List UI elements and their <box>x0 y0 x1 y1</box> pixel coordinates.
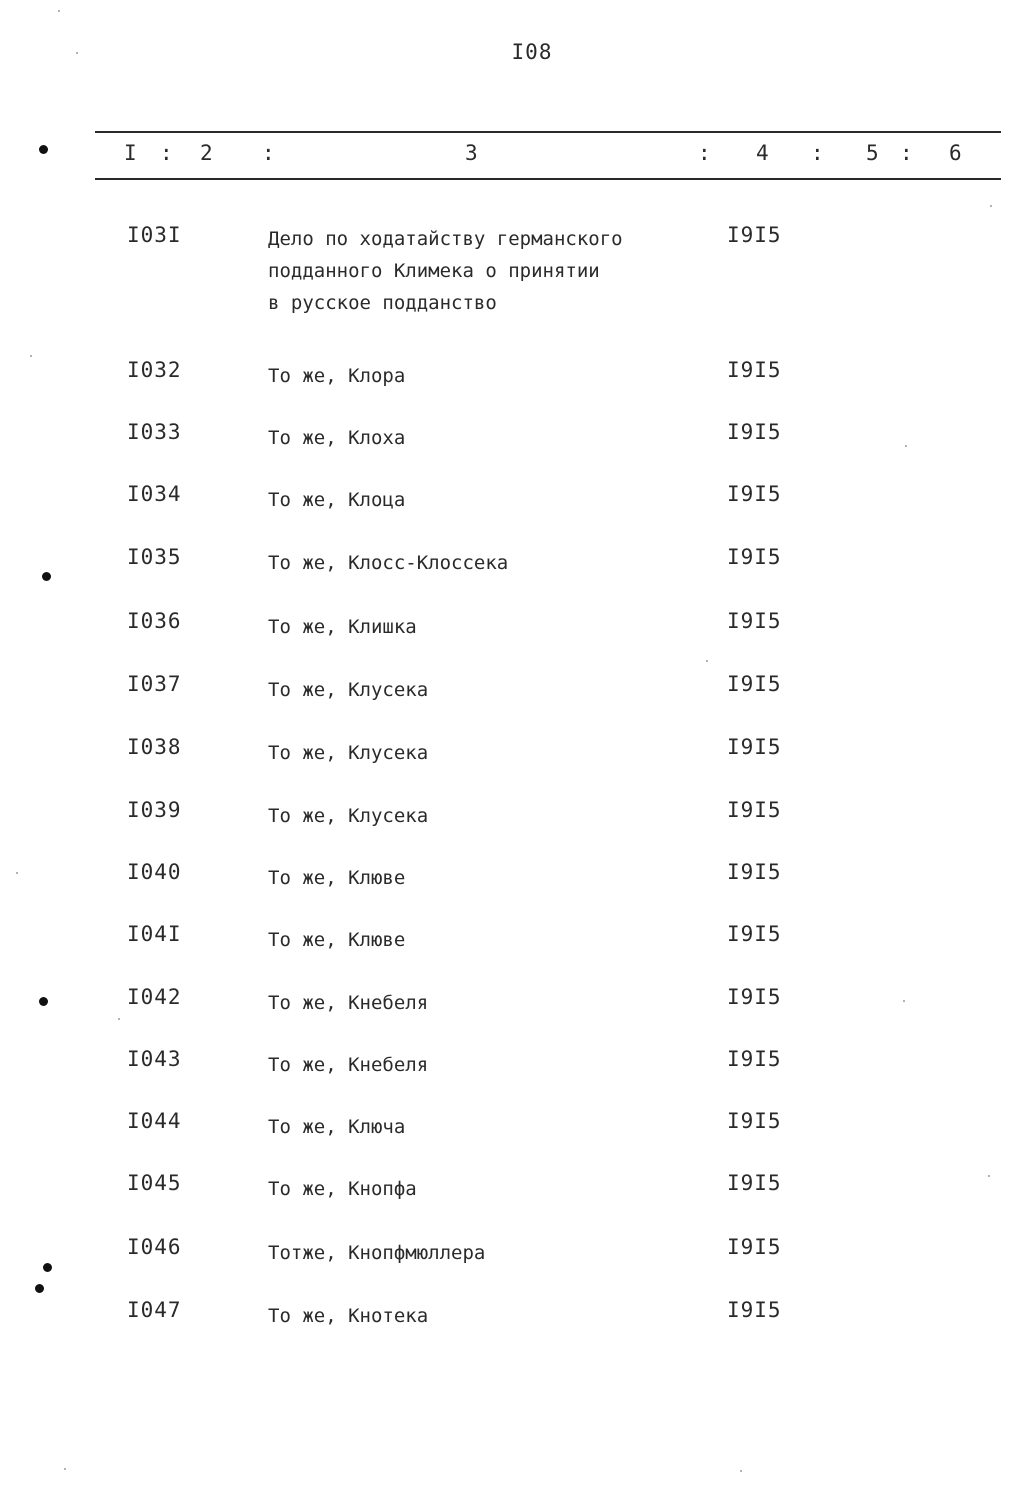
case-number: I033 <box>127 420 182 444</box>
case-year: I9I5 <box>727 1109 782 1133</box>
column-header-2: 2 <box>200 141 213 165</box>
binding-hole <box>39 145 48 154</box>
case-description: То же, Клора <box>268 365 406 387</box>
scan-speck <box>740 1470 742 1472</box>
case-year: I9I5 <box>727 1235 782 1259</box>
scan-speck <box>990 205 992 207</box>
scan-speck <box>64 1468 66 1470</box>
case-year: I9I5 <box>727 860 782 884</box>
case-description: То же, Кнебеля <box>268 992 429 1014</box>
column-header-3: 3 <box>465 141 478 165</box>
case-description: То же, Кнопфа <box>268 1178 417 1200</box>
case-number: I035 <box>127 545 182 569</box>
case-number: I036 <box>127 609 182 633</box>
case-year: I9I5 <box>727 545 782 569</box>
column-separator: : <box>262 141 275 165</box>
scan-speck <box>30 355 32 357</box>
case-description: Дело по ходатайству германского подданного Климека о принятии в русское подданство <box>268 228 623 314</box>
column-header-1: I <box>124 141 137 165</box>
case-year: I9I5 <box>727 223 782 247</box>
header-bottom-rule <box>95 178 1001 180</box>
case-number: I038 <box>127 735 182 759</box>
case-number: I042 <box>127 985 182 1009</box>
column-header-5: 5 <box>866 141 879 165</box>
scan-speck <box>988 1175 990 1177</box>
case-number: I03I <box>127 223 182 247</box>
case-year: I9I5 <box>727 672 782 696</box>
case-number: I043 <box>127 1047 182 1071</box>
case-number: I034 <box>127 482 182 506</box>
case-year: I9I5 <box>727 985 782 1009</box>
binding-hole <box>35 1284 44 1293</box>
case-year: I9I5 <box>727 1298 782 1322</box>
case-description: То же, Клусека <box>268 742 429 764</box>
column-separator: : <box>811 141 824 165</box>
scan-speck <box>903 1000 905 1002</box>
case-description: То же, Клоха <box>268 427 406 449</box>
scan-speck <box>76 52 78 54</box>
case-number: I046 <box>127 1235 182 1259</box>
case-description: То же, Клишка <box>268 616 417 638</box>
binding-hole <box>42 572 51 581</box>
case-description: То же, Клосс-Клоссека <box>268 552 509 574</box>
header-top-rule <box>95 131 1001 133</box>
scan-speck <box>905 445 907 447</box>
page-number: I08 <box>511 40 553 64</box>
case-description: То же, Кнебеля <box>268 1054 429 1076</box>
case-year: I9I5 <box>727 798 782 822</box>
column-header-6: 6 <box>949 141 962 165</box>
case-description: То же, Кнотека <box>268 1305 429 1327</box>
case-number: I044 <box>127 1109 182 1133</box>
column-separator: : <box>900 141 913 165</box>
case-year: I9I5 <box>727 1047 782 1071</box>
case-year: I9I5 <box>727 358 782 382</box>
scan-speck <box>118 1018 120 1020</box>
case-year: I9I5 <box>727 609 782 633</box>
case-description: То же, Ключа <box>268 1116 406 1138</box>
case-number: I040 <box>127 860 182 884</box>
case-number: I032 <box>127 358 182 382</box>
case-year: I9I5 <box>727 922 782 946</box>
case-description: То же, Клюве <box>268 929 406 951</box>
case-description: То же, Клюве <box>268 867 406 889</box>
case-description: Тотже, Кнопфмюллера <box>268 1242 486 1264</box>
case-number: I047 <box>127 1298 182 1322</box>
case-year: I9I5 <box>727 482 782 506</box>
column-separator: : <box>160 141 173 165</box>
scan-speck <box>706 660 708 662</box>
binding-hole <box>39 997 48 1006</box>
case-number: I039 <box>127 798 182 822</box>
binding-hole <box>43 1263 52 1272</box>
case-year: I9I5 <box>727 1171 782 1195</box>
column-header-4: 4 <box>756 141 769 165</box>
case-year: I9I5 <box>727 420 782 444</box>
case-number: I04I <box>127 922 182 946</box>
case-number: I037 <box>127 672 182 696</box>
column-separator: : <box>698 141 711 165</box>
case-year: I9I5 <box>727 735 782 759</box>
case-description: То же, Клоца <box>268 489 406 511</box>
scan-speck <box>58 10 60 12</box>
scan-speck <box>16 872 18 874</box>
case-description: То же, Клусека <box>268 805 429 827</box>
case-description: То же, Клусека <box>268 679 429 701</box>
case-number: I045 <box>127 1171 182 1195</box>
